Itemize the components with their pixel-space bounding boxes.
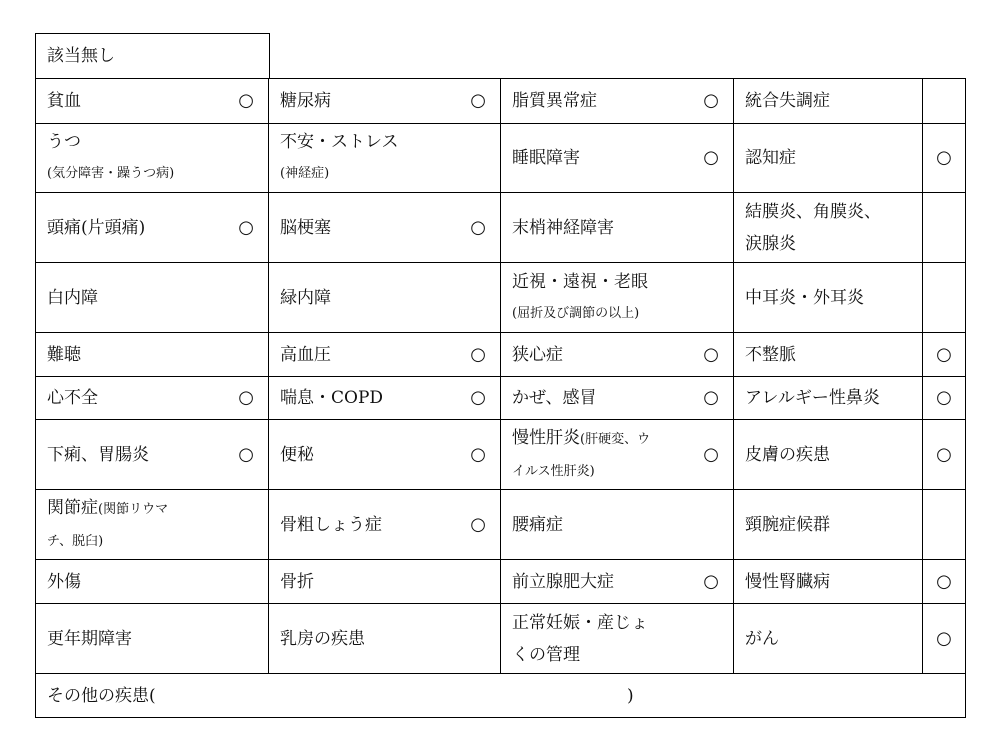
disease-cell[interactable]	[733, 192, 923, 263]
other-diseases-label: その他の疾患(	[47, 685, 156, 706]
disease-label-line: 下痢、胃腸炎	[47, 444, 149, 465]
disease-label-line: 不整脈	[745, 344, 796, 365]
circle-mark-icon[interactable]: ○	[470, 216, 486, 238]
disease-label	[745, 382, 880, 414]
disease-label	[512, 509, 563, 541]
mark-column-cell[interactable]	[922, 262, 966, 333]
disease-label-line: 関節症(関節リウマ	[47, 497, 169, 518]
disease-label-line: アレルギー性鼻炎	[745, 388, 880, 408]
disease-label	[47, 339, 81, 371]
disease-cell[interactable]	[733, 559, 923, 604]
disease-label	[47, 85, 81, 117]
disease-label-line: 結膜炎、角膜炎、	[745, 201, 881, 222]
disease-label	[745, 509, 830, 541]
disease-label	[47, 282, 98, 314]
disease-cell[interactable]	[733, 262, 923, 333]
circle-mark-icon[interactable]: ○	[238, 216, 254, 238]
circle-mark-icon[interactable]: ○	[470, 513, 486, 535]
disease-label	[47, 126, 174, 190]
none-option-cell[interactable]	[35, 33, 270, 79]
circle-mark-icon[interactable]: ○	[703, 343, 719, 365]
disease-label	[47, 439, 149, 471]
disease-label-line: 糖尿病	[280, 91, 331, 111]
disease-label-line: 皮膚の疾患	[745, 444, 830, 465]
disease-label	[512, 212, 614, 244]
disease-label-line: 前立腺肥大症	[512, 571, 614, 592]
disease-cell[interactable]	[35, 192, 269, 263]
disease-label-line: 中耳炎・外耳炎	[745, 287, 864, 308]
disease-label-line: 緑内障	[280, 287, 331, 308]
disease-label-line: 乳房の疾患	[280, 628, 365, 649]
disease-label-line: (神経症)	[280, 166, 330, 181]
none-option-label: 該当無し	[47, 46, 115, 66]
disease-label-line: 統合失調症	[745, 91, 830, 111]
circle-mark-icon[interactable]: ○	[470, 387, 486, 408]
disease-label-line: 難聴	[47, 344, 81, 365]
disease-label	[512, 142, 580, 174]
circle-mark-icon[interactable]: ○	[238, 387, 254, 408]
disease-cell[interactable]	[500, 376, 734, 420]
disease-cell[interactable]	[733, 78, 923, 124]
circle-mark-icon[interactable]: ○	[238, 90, 254, 111]
circle-mark-icon[interactable]: ○	[470, 443, 486, 465]
circle-mark-icon[interactable]: ○	[936, 443, 952, 465]
disease-label-line: (屈折及び調節の以上)	[512, 305, 640, 321]
disease-label	[745, 339, 796, 371]
disease-label	[280, 623, 365, 655]
disease-label	[280, 439, 314, 471]
disease-label	[512, 85, 597, 117]
disease-label	[512, 422, 650, 488]
disease-label-line: 更年期障害	[47, 628, 132, 649]
disease-label-line: 脳梗塞	[280, 217, 331, 238]
mark-column-cell[interactable]	[922, 78, 966, 124]
disease-label-line: 慢性腎臓病	[745, 571, 830, 592]
circle-mark-icon[interactable]: ○	[703, 387, 719, 408]
disease-cell[interactable]	[35, 559, 269, 604]
disease-label-line: 白内障	[47, 287, 98, 308]
disease-cell[interactable]	[500, 78, 734, 124]
disease-cell[interactable]	[268, 262, 501, 333]
disease-label-line: 脂質異常症	[512, 91, 597, 111]
mark-column-cell[interactable]	[922, 559, 966, 604]
disease-label-line: 外傷	[47, 571, 81, 592]
disease-label	[280, 85, 331, 117]
disease-cell[interactable]	[500, 559, 734, 604]
disease-cell[interactable]	[500, 332, 734, 377]
disease-label-line: 正常妊娠・産じょ	[512, 612, 648, 633]
disease-label	[745, 566, 830, 598]
disease-cell[interactable]	[500, 192, 734, 263]
disease-cell[interactable]	[35, 419, 269, 490]
circle-mark-icon[interactable]: ○	[470, 343, 486, 365]
disease-label	[745, 439, 830, 471]
disease-cell[interactable]	[35, 376, 269, 420]
disease-label	[745, 282, 864, 314]
disease-label	[47, 492, 168, 558]
circle-mark-icon[interactable]: ○	[703, 147, 719, 168]
disease-label	[512, 382, 597, 414]
disease-label-line: 便秘	[280, 444, 314, 465]
disease-label-line: うつ	[47, 132, 81, 152]
disease-label-line: (気分障害・躁うつ病)	[47, 166, 175, 181]
circle-mark-icon[interactable]: ○	[470, 90, 486, 111]
disease-cell[interactable]	[268, 419, 501, 490]
disease-label	[745, 623, 779, 655]
disease-cell[interactable]	[268, 489, 501, 560]
disease-label-line: チ、脱臼)	[47, 533, 104, 549]
disease-label-line: 狭心症	[512, 344, 563, 365]
disease-label	[280, 382, 383, 414]
disease-label	[280, 212, 331, 244]
disease-cell[interactable]	[268, 123, 501, 193]
circle-mark-icon[interactable]: ○	[936, 343, 952, 365]
disease-label-line: 慢性肝炎(肝硬変、ウ	[512, 427, 651, 448]
mark-column-cell[interactable]	[922, 376, 966, 420]
disease-label	[280, 509, 382, 541]
disease-label-line: 高血圧	[280, 344, 331, 365]
disease-label	[512, 566, 614, 598]
disease-label-line: 骨折	[280, 571, 314, 592]
disease-label	[745, 142, 796, 174]
circle-mark-icon[interactable]: ○	[238, 443, 254, 465]
disease-label	[512, 339, 563, 371]
disease-label-line: 頸腕症候群	[745, 514, 830, 535]
disease-label	[512, 266, 648, 330]
disease-cell[interactable]	[500, 262, 734, 333]
disease-label	[47, 566, 81, 598]
mark-column-cell[interactable]	[922, 603, 966, 674]
disease-cell[interactable]	[35, 123, 269, 193]
disease-cell[interactable]	[268, 78, 501, 124]
disease-cell[interactable]	[268, 603, 501, 674]
disease-label-line: 涙腺炎	[745, 233, 796, 254]
mark-column-cell[interactable]	[922, 332, 966, 377]
disease-label-line: 骨粗しょう症	[280, 514, 382, 535]
disease-cell[interactable]	[35, 603, 269, 674]
disease-cell[interactable]	[733, 419, 923, 490]
disease-label	[745, 85, 830, 117]
disease-cell[interactable]	[268, 192, 501, 263]
disease-label-line: がん	[745, 628, 779, 649]
disease-cell[interactable]	[35, 78, 269, 124]
disease-cell[interactable]	[35, 262, 269, 333]
disease-label-line: 頭痛(片頭痛)	[47, 217, 146, 238]
circle-mark-icon[interactable]: ○	[936, 387, 952, 408]
disease-label-line: イルス性肝炎)	[512, 463, 595, 479]
disease-label-line: かぜ、感冒	[512, 388, 597, 408]
disease-cell[interactable]	[268, 559, 501, 604]
mark-column-cell[interactable]	[922, 419, 966, 490]
disease-label	[280, 566, 314, 598]
disease-cell[interactable]	[733, 123, 923, 193]
disease-label-line: 認知症	[745, 148, 796, 168]
disease-label	[745, 196, 881, 260]
disease-label-line: 不安・ストレス	[280, 132, 399, 152]
disease-label	[280, 339, 331, 371]
disease-label-line: 睡眠障害	[512, 148, 580, 168]
circle-mark-icon[interactable]: ○	[703, 90, 719, 111]
disease-cell[interactable]	[500, 123, 734, 193]
disease-cell[interactable]	[733, 489, 923, 560]
disease-cell[interactable]	[500, 603, 734, 674]
disease-cell[interactable]	[733, 603, 923, 674]
disease-label	[47, 382, 98, 414]
disease-label	[280, 282, 331, 314]
disease-label-line: くの管理	[512, 644, 580, 665]
disease-cell[interactable]	[35, 332, 269, 377]
mark-column-cell[interactable]	[922, 192, 966, 263]
disease-label	[280, 126, 399, 190]
disease-label-line: 喘息・COPD	[280, 388, 384, 408]
disease-label-line: 心不全	[47, 388, 98, 408]
mark-column-cell[interactable]	[922, 489, 966, 560]
disease-cell[interactable]	[500, 419, 734, 490]
disease-cell[interactable]	[268, 332, 501, 377]
disease-cell[interactable]	[733, 332, 923, 377]
disease-label	[47, 212, 145, 244]
other-diseases-row[interactable]	[35, 673, 966, 718]
other-diseases-close: )	[627, 685, 634, 706]
disease-cell[interactable]	[733, 376, 923, 420]
circle-mark-icon[interactable]: ○	[936, 627, 952, 649]
mark-column-cell[interactable]	[922, 123, 966, 193]
disease-label-line: 腰痛症	[512, 514, 563, 535]
disease-label	[512, 607, 648, 671]
disease-label-line: 近視・遠視・老眼	[512, 271, 648, 292]
disease-cell[interactable]	[35, 489, 269, 560]
circle-mark-icon[interactable]: ○	[936, 147, 952, 168]
disease-label	[47, 623, 132, 655]
circle-mark-icon[interactable]: ○	[703, 570, 719, 592]
disease-label-line: 末梢神経障害	[512, 217, 614, 238]
disease-cell[interactable]	[500, 489, 734, 560]
circle-mark-icon[interactable]: ○	[936, 570, 952, 592]
circle-mark-icon[interactable]: ○	[703, 443, 719, 465]
disease-cell[interactable]	[268, 376, 501, 420]
disease-label-line: 貧血	[47, 91, 81, 111]
